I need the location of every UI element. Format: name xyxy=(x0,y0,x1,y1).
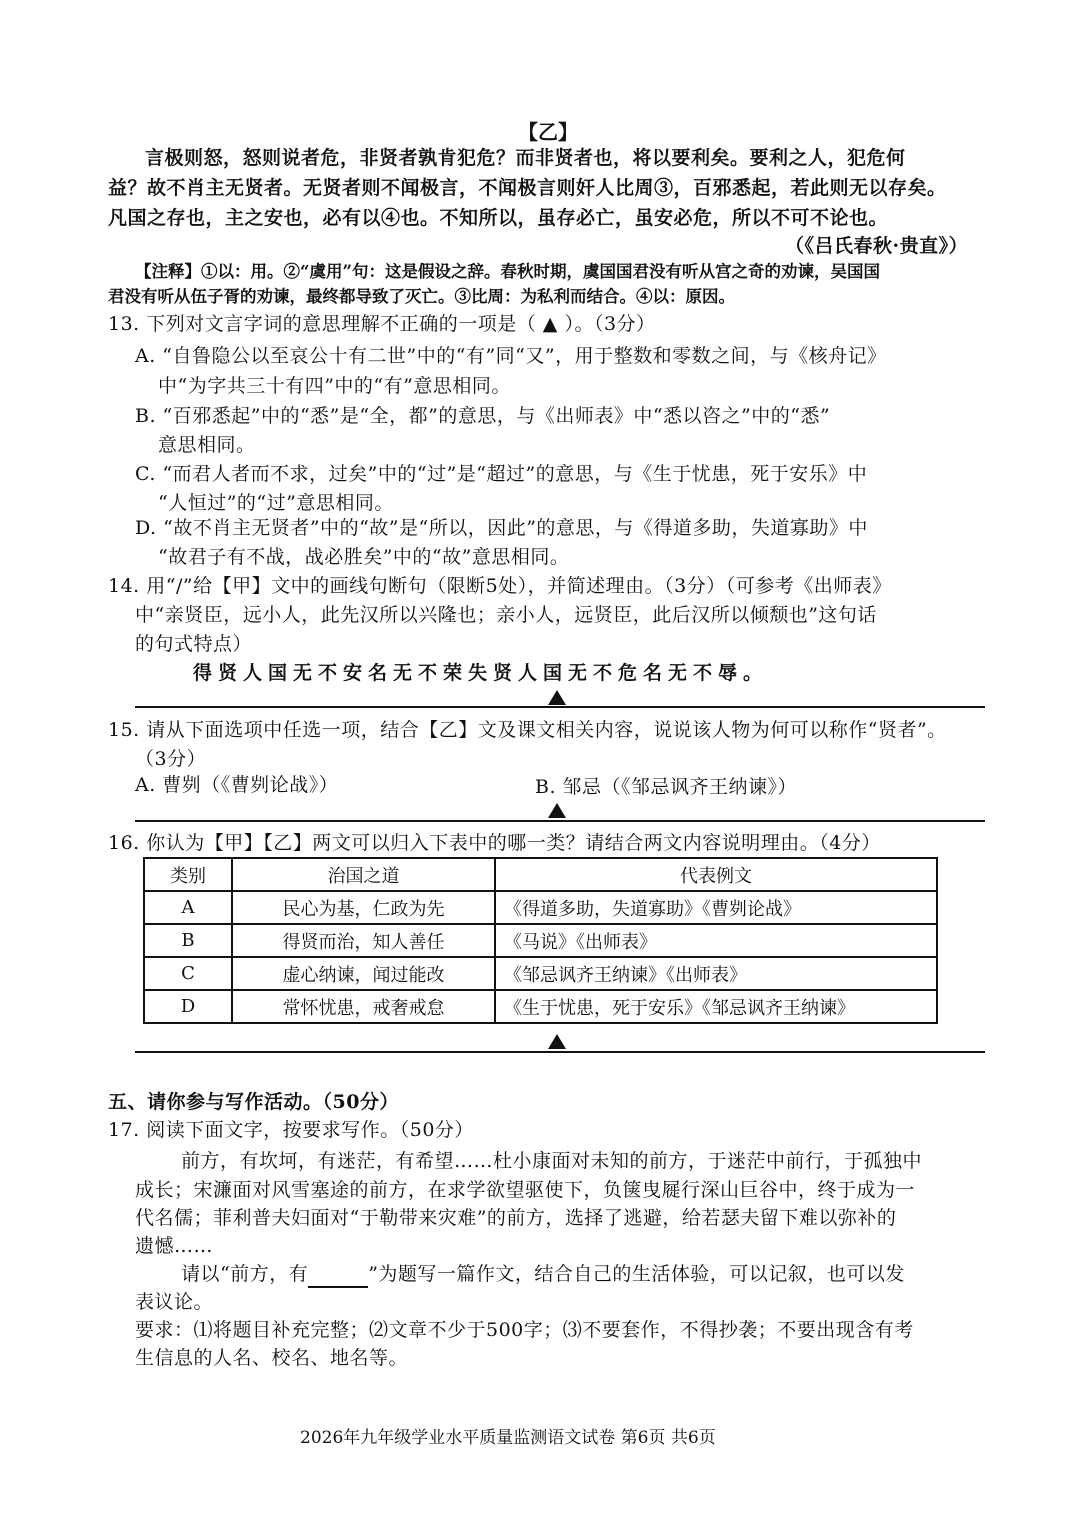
answer-mark-icon xyxy=(548,690,566,705)
q17-prompt-line-2: 表议论。 xyxy=(135,1291,214,1313)
table-row xyxy=(144,957,937,990)
q17-passage-4: 遗憾…… xyxy=(135,1235,214,1257)
table-cell: 民心为基，仁政为先 xyxy=(232,891,495,924)
q16-category-table xyxy=(143,857,938,1024)
table-cell: 常怀忧患，戒奢戒怠 xyxy=(232,990,495,1023)
table-header: 类别 xyxy=(144,858,232,891)
q15-option-b: B. 邹忌（《邹忌讽齐王纳谏》） xyxy=(535,776,798,798)
q15-option-a: A. 曹刿（《曹刿论战》） xyxy=(135,774,339,796)
q17-stem: 17. 阅读下面文字，按要求写作。（50分） xyxy=(108,1119,474,1141)
q13-option-c-1: C. “而君人者而不求，过矣”中的“过”是“超过”的意思，与《生于忧患，死于安乐》中 xyxy=(135,463,868,485)
q17-prompt-line-1 xyxy=(181,1260,905,1288)
q14-sentence: 得贤人国无不安名无不荣失贤人国无不危名无不辱。 xyxy=(193,662,769,684)
table-header: 治国之道 xyxy=(232,858,495,891)
q16-answer-line[interactable] xyxy=(135,1051,985,1053)
yi-heading: 【乙】 xyxy=(518,120,578,144)
table-cell: 《得道多助，失道寡助》《曹刿论战》 xyxy=(495,891,937,924)
q17-passage-2: 成长；宋濂面对风雪塞途的前方，在求学欲望驱使下，负箧曳屣行深山巨谷中，终于成为一 xyxy=(135,1179,916,1201)
answer-mark-icon xyxy=(548,1034,566,1049)
yi-line-2: 益？故不肖主无贤者。无贤者则不闻极言，不闻极言则奸人比周③，百邪悉起，若此则无以存矣。 xyxy=(108,177,947,199)
q17-passage-1: 前方，有坎坷，有迷茫，有希望……杜小康面对未知的前方，于迷茫中前行，于孤独中 xyxy=(181,1150,923,1172)
q14-line-1: 14. 用“/”给【甲】文中的画线句断句（限断5处），并简述理由。（3分）（可参考《出师表》 xyxy=(108,575,892,597)
q13-option-d-1: D. “故不肖主无贤者”中的“故”是“所以，因此”的意思，与《得道多助，失道寡助》中 xyxy=(135,517,868,539)
page-footer: 2026年九年级学业水平质量监测语文试卷 第6页 共6页 xyxy=(300,1428,716,1448)
q14-line-2: 中“亲贤臣，远小人，此先汉所以兴隆也；亲小人，远贤臣，此后汉所以倾颓也”这句话 xyxy=(135,604,877,626)
table-header-row xyxy=(144,858,937,891)
q13-option-b-1: B. “百邪悉起”中的“悉”是“全，都”的意思，与《出师表》中“悉以咨之”中的“悉” xyxy=(135,405,831,427)
table-row xyxy=(144,924,937,957)
table-cell: C xyxy=(144,957,232,990)
q15-line-1: 15. 请从下面选项中任选一项，结合【乙】文及课文相关内容，说说该人物为何可以称作“贤者”。 xyxy=(108,719,947,741)
q13-option-a-2: 中“为字共三十有四”中的“有”意思相同。 xyxy=(158,375,511,397)
q17-requirements-2: 生信息的人名、校名、地名等。 xyxy=(135,1347,409,1369)
table-cell: 得贤而治，知人善任 xyxy=(232,924,495,957)
table-cell: 《邹忌讽齐王纳谏》《出师表》 xyxy=(495,957,937,990)
q13-stem: 13. 下列对文言字词的意思理解不正确的一项是（ ▲ ）。（3分） xyxy=(108,313,656,335)
yi-note-2: 君没有听从伍子胥的劝谏，最终都导致了灭亡。③比周：为私利而结合。④以：原因。 xyxy=(108,287,735,306)
yi-note-1: 【注释】①以：用。②“虞用”句：这是假设之辞。春秋时期，虞国国君没有听从宫之奇的劝谏，吴国国 xyxy=(135,262,880,281)
table-cell: 虚心纳谏，闻过能改 xyxy=(232,957,495,990)
title-blank[interactable] xyxy=(308,1266,368,1288)
table-row xyxy=(144,891,937,924)
q17-requirements-1: 要求：⑴将题目补充完整；⑵文章不少于500字；⑶不要套作，不得抄袭；不要出现含有考 xyxy=(135,1319,914,1341)
table-cell: 《马说》《出师表》 xyxy=(495,924,937,957)
q14-answer-line[interactable] xyxy=(135,706,985,708)
q16-stem: 16. 你认为【甲】【乙】两文可以归入下表中的哪一类？请结合两文内容说明理由。（4分） xyxy=(108,832,881,854)
yi-line-3: 凡国之存也，主之安也，必有以④也。不知所以，虽存必亡，虽安必危，所以不可不论也。 xyxy=(108,207,889,229)
yi-source: （《吕氏春秋·贵直》） xyxy=(785,235,969,257)
q13-option-c-2: “人恒过”的“过”意思相同。 xyxy=(158,492,394,514)
q17-prompt-pre: 请以“前方，有 xyxy=(181,1263,309,1285)
section5-title: 五、请你参与写作活动。（50分） xyxy=(108,1091,399,1113)
yi-line-1: 言极则怒，怒则说者危，非贤者孰肯犯危？而非贤者也，将以要利矣。要利之人，犯危何 xyxy=(145,147,906,169)
table-cell: A xyxy=(144,891,232,924)
q13-option-a-1: A. “自鲁隐公以至哀公十有二世”中的“有”同“又”，用于整数和零数之间，与《核舟记》 xyxy=(135,345,887,367)
q14-line-3: 的句式特点） xyxy=(135,633,253,655)
table-cell: D xyxy=(144,990,232,1023)
q13-option-b-2: 意思相同。 xyxy=(158,434,256,456)
answer-mark-icon xyxy=(548,803,566,818)
q17-passage-3: 代名儒；菲利普夫妇面对“于勒带来灾难”的前方，选择了逃避，给若瑟夫留下难以弥补的 xyxy=(135,1207,897,1229)
q15-line-2: （3分） xyxy=(135,748,207,770)
q17-prompt-post: ”为题写一篇作文，结合自己的生活体验，可以记叙，也可以发 xyxy=(368,1263,905,1285)
table-header: 代表例文 xyxy=(495,858,937,891)
table-cell: B xyxy=(144,924,232,957)
table-cell: 《生于忧患，死于安乐》《邹忌讽齐王纳谏》 xyxy=(495,990,937,1023)
q13-option-d-2: “故君子有不战，战必胜矣”中的“故”意思相同。 xyxy=(158,546,570,568)
table-row xyxy=(144,990,937,1023)
q15-answer-line[interactable] xyxy=(135,820,985,822)
